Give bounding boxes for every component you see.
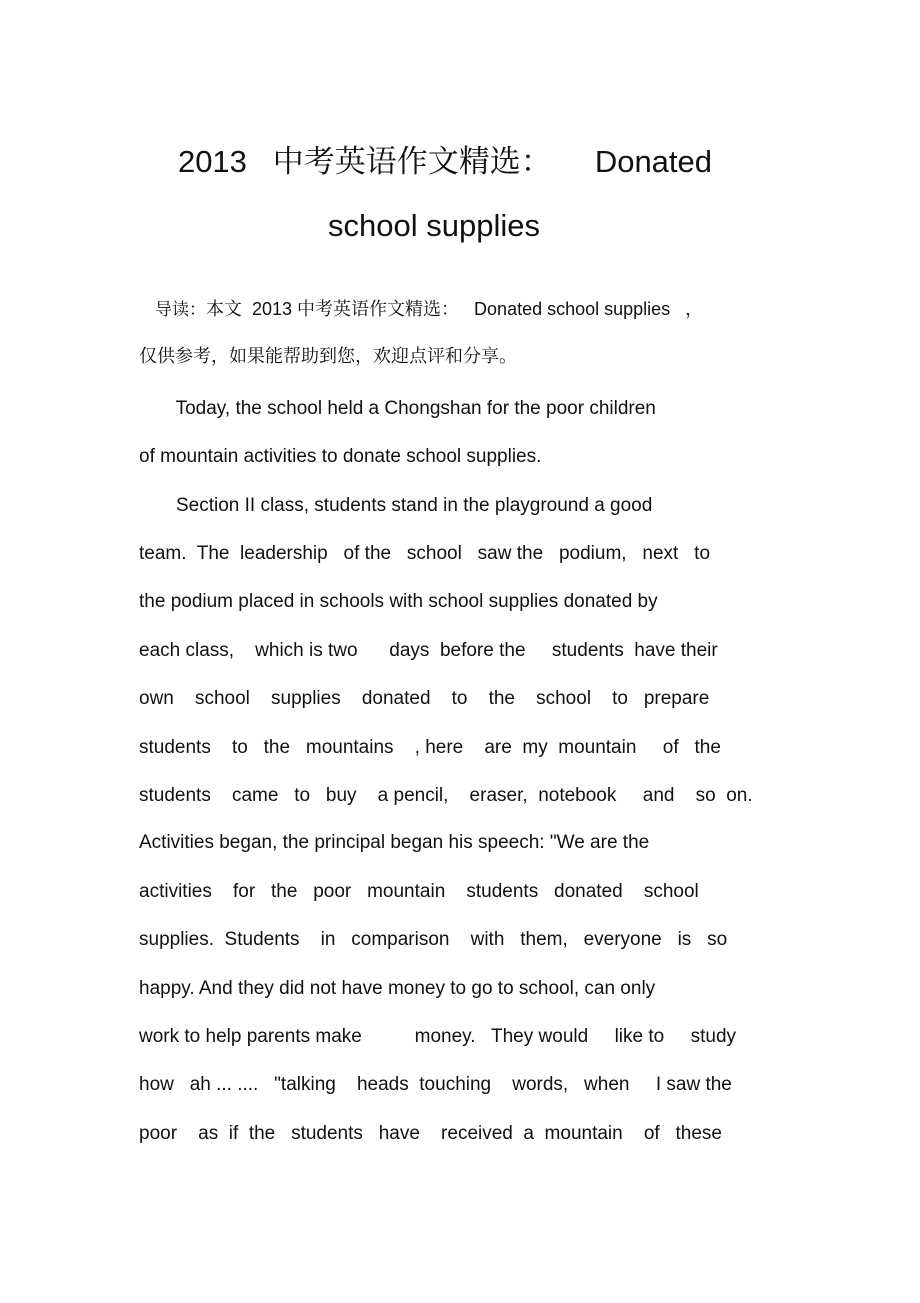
body-line: team. The leadership of the school saw the podium, next to <box>139 543 711 564</box>
body-line: students to the mountains , here are my mountain of the <box>139 737 721 758</box>
body-line: work to help parents make money. They would like to study <box>139 1026 737 1047</box>
body-line: the podium placed in schools with school supplies donated by <box>139 591 658 612</box>
intro-text: 本文 2013 中考英语作文精选： Donated school supplies ， <box>206 299 704 319</box>
intro-label: 导读： <box>155 300 206 320</box>
body-line: own school supplies donated to the school to prepare <box>139 688 710 709</box>
body-line: of mountain activities to donate school supplies. <box>139 446 542 467</box>
body-line: Today, the school held a Chongshan for the poor children <box>139 398 656 419</box>
body-line: activities for the poor mountain students donated school <box>139 881 699 902</box>
body-line: Activities began, the principal began his speech: "We are the <box>139 832 650 853</box>
document-title-line-1: 2013 中考英语作文精选： Donated <box>177 144 713 179</box>
body-line: how ah ... .... "talking heads touching words, when I saw the <box>139 1074 732 1095</box>
body-line: supplies. Students in comparison with them, everyone is so <box>139 929 728 950</box>
body-line: happy. And they did not have money to go to school, can only <box>139 978 656 999</box>
body-line: poor as if the students have received a mountain of these <box>139 1123 722 1144</box>
intro-line-1 <box>155 297 703 322</box>
body-line: Section II class, students stand in the playground a good <box>139 495 653 516</box>
document-title-line-2: school supplies <box>328 208 540 243</box>
body-line: students came to buy a pencil, eraser, notebook and so on. <box>139 785 753 806</box>
intro-line-2: 仅供参考，如果能帮助到您，欢迎点评和分享。 <box>139 346 517 367</box>
body-line: each class, which is two days before the students have their <box>139 640 718 661</box>
